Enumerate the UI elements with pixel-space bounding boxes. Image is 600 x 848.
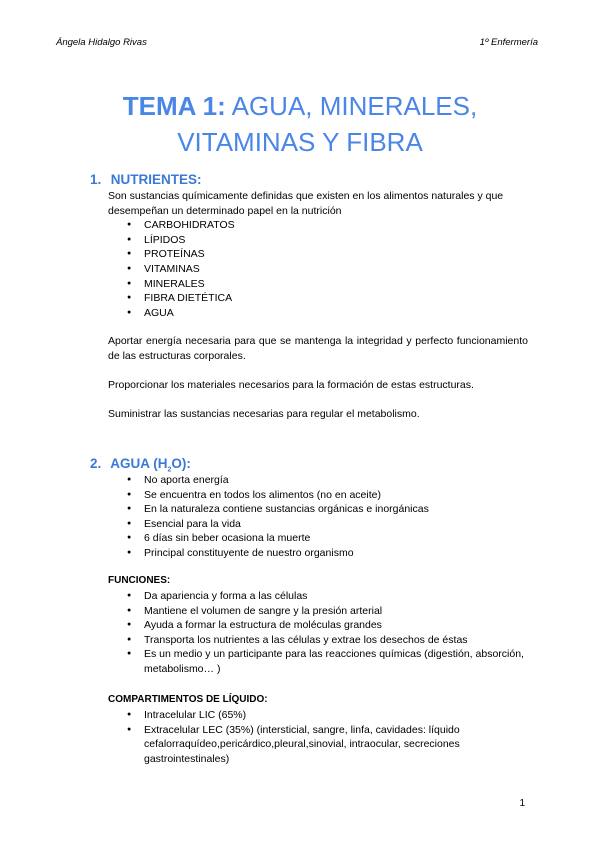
agua-list-container <box>108 473 528 561</box>
paragraph-metabolism: Suministrar las sustancias necesarias para regular el metabolismo. <box>108 408 420 421</box>
list-item: ● 6 días sin beber ocasiona la muerte <box>108 531 528 546</box>
funciones-list <box>108 589 528 677</box>
section-title-sub: 2 <box>167 466 172 474</box>
section-1-body <box>108 189 528 422</box>
list-item: ● Esencial para la vida <box>108 517 528 532</box>
section-heading-nutrientes <box>90 172 202 187</box>
list-item: ● Da apariencia y forma a las células <box>108 589 528 604</box>
list-item: ● Transporta los nutrientes a las células y extrae los desechos de éstas <box>108 633 528 648</box>
list-item: ● MINERALES <box>108 277 528 292</box>
list-item: ● Mantiene el volumen de sangre y la presión arterial <box>108 604 528 619</box>
list-item: ● CARBOHIDRATOS <box>108 218 528 233</box>
funciones-container <box>108 589 528 677</box>
list-item: ● AGUA <box>108 306 528 321</box>
section-number: 1. <box>90 172 102 187</box>
list-item: ● LÍPIDOS <box>108 233 528 248</box>
funciones-heading: FUNCIONES: <box>108 575 171 586</box>
nutrientes-list <box>108 218 528 320</box>
section-number: 2. <box>90 456 102 471</box>
list-item: ● En la naturaleza contiene sustancias orgánicas e inorgánicas <box>108 502 528 517</box>
title-prefix: TEMA 1: <box>122 91 226 121</box>
compartimentos-container <box>108 708 528 766</box>
section-heading-agua <box>90 456 191 474</box>
paragraph-materials: Proporcionar los materiales necesarios para la formación de estas estructuras. <box>108 379 474 392</box>
list-item: ● Principal constituyente de nuestro organismo <box>108 546 528 561</box>
agua-list <box>108 473 528 561</box>
page-number: 1 <box>519 798 525 809</box>
title-line1: AGUA, MINERALES, <box>225 91 478 121</box>
section-title: NUTRIENTES: <box>110 172 202 187</box>
title-line2: VITAMINAS Y FIBRA <box>177 127 423 157</box>
paragraph-energy: Aportar energía necesaria para que se mantenga la integridad y perfecto funcionamiento de las estructuras corporales. <box>108 335 528 362</box>
list-item: ● Intracelular LIC (65%) <box>108 708 528 723</box>
list-item: ● No aporta energía <box>108 473 528 488</box>
header-course: 1º Enfermería <box>479 37 538 48</box>
compartimentos-list <box>108 708 528 766</box>
header-author: Ángela Hidalgo Rivas <box>56 37 147 48</box>
nutrientes-intro: Son sustancias químicamente definidas que existen en los alimentos naturales y que desempeñan un determinado papel en la nutrición <box>108 190 504 217</box>
compartimentos-heading: COMPARTIMENTOS DE LÍQUIDO: <box>108 694 268 705</box>
list-item: ● PROTEÍNAS <box>108 247 528 262</box>
list-item: ● Es un medio y un participante para las reacciones químicas (digestión, absorción, metabolismo… ) <box>108 647 528 676</box>
list-item: ● Extracelular LEC (35%) (intersticial, sangre, linfa, cavidades: líquido cefalorraquídeo,pericárdico,pleural,sinovial, intraocular, secreciones gastrointestinales) <box>108 723 528 767</box>
list-item: ● FIBRA DIETÉTICA <box>108 291 528 306</box>
section-title-a: AGUA (H <box>110 456 168 471</box>
list-item: ● VITAMINAS <box>108 262 528 277</box>
section-title-b: O): <box>171 456 191 471</box>
page-title <box>0 88 600 160</box>
list-item: ● Se encuentra en todos los alimentos (no en aceite) <box>108 488 528 503</box>
list-item: ● Ayuda a formar la estructura de moléculas grandes <box>108 618 528 633</box>
